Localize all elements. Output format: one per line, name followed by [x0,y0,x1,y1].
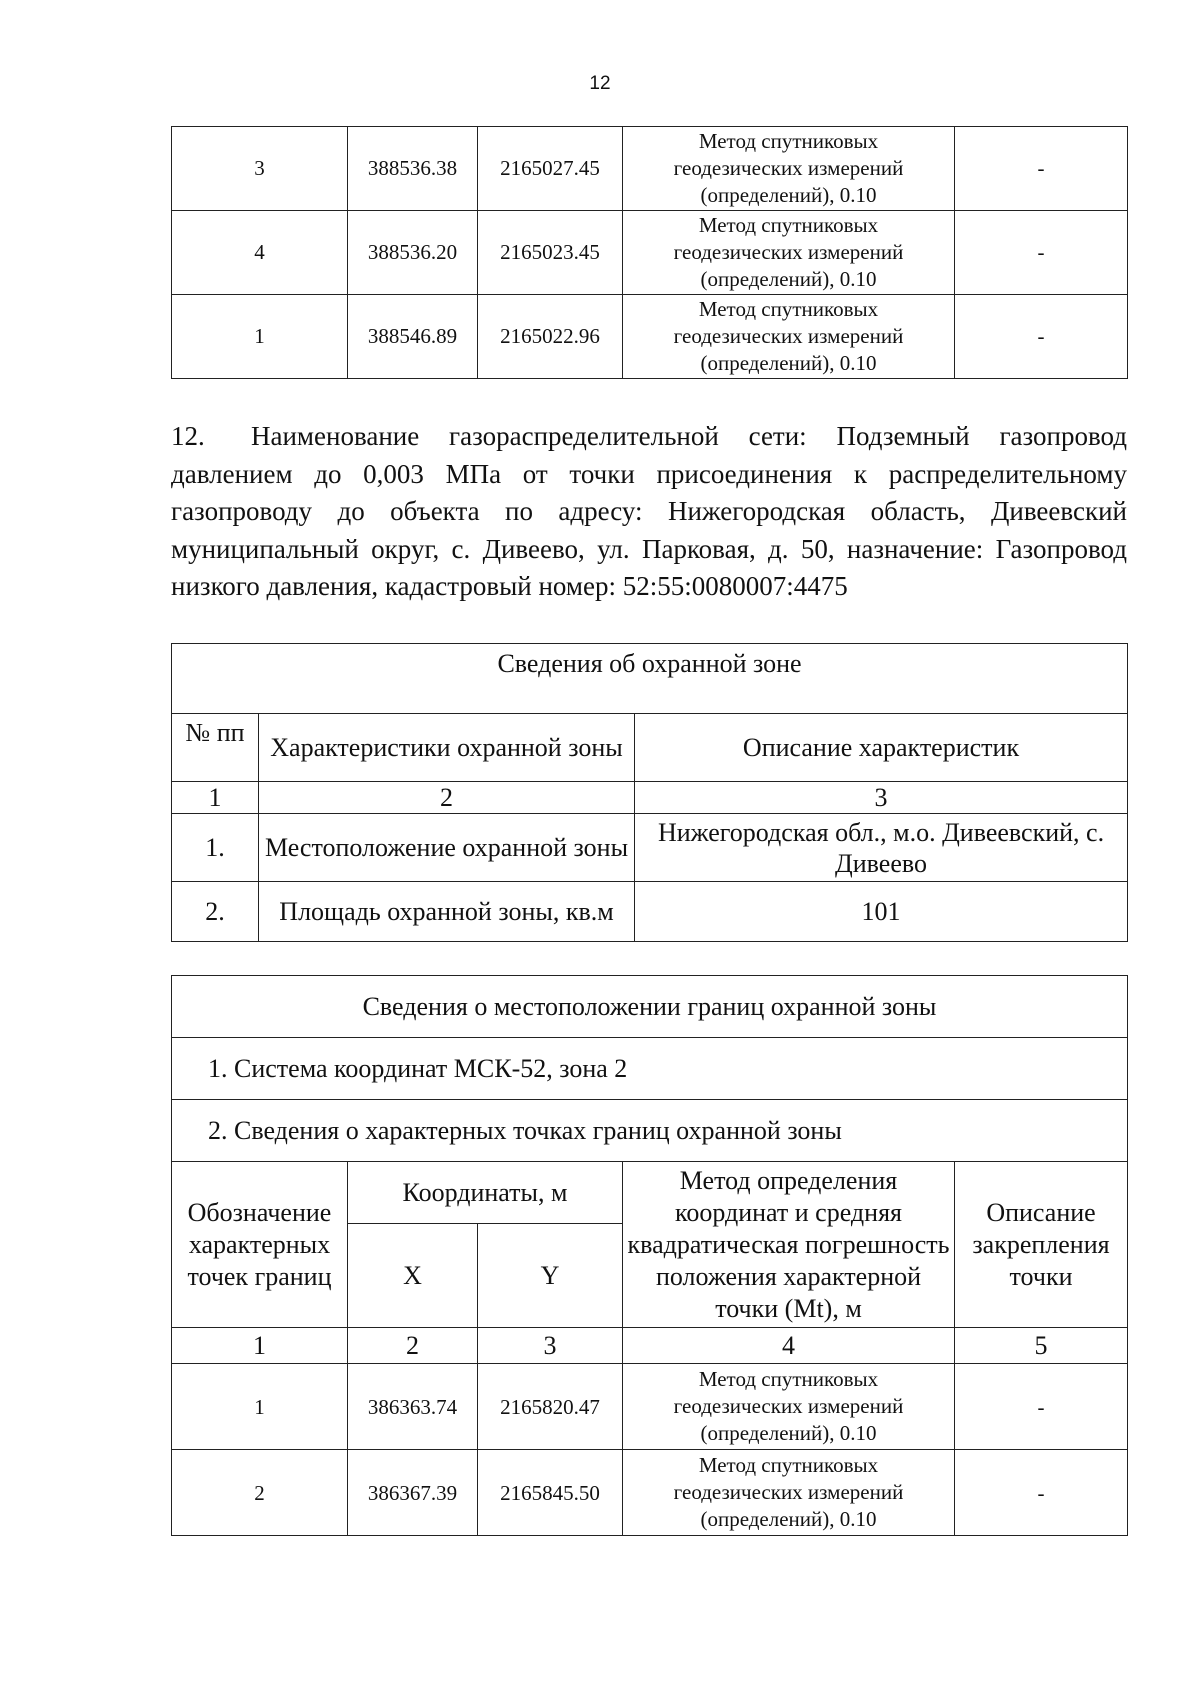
header-characteristic: Характеристики охранной зоны [259,714,635,782]
y-cell: 2165820.47 [478,1364,623,1450]
table-row [172,211,1128,295]
description-cell: Нижегородская обл., м.о. Дивеевский, с. Дивеево [635,814,1128,882]
zone-table-body [172,644,1128,942]
fixing-cell: - [955,295,1128,379]
x-cell: 386363.74 [348,1364,478,1450]
method-line: геодезических измерений [673,156,904,180]
numbering-cell: 3 [478,1328,623,1364]
y-cell: 2165027.45 [478,127,623,211]
point-cell: 3 [172,127,348,211]
bounds-table-body [172,976,1128,1536]
header-fixing: Описание закрепления точки [955,1162,1128,1328]
y-cell: 2165023.45 [478,211,623,295]
x-cell: 386367.39 [348,1450,478,1536]
row-number: 1. [172,814,259,882]
method-line: (определений), 0.10 [700,351,877,375]
protection-zone-info-table [171,643,1128,942]
x-cell: 388536.20 [348,211,478,295]
header-number: № пп [172,714,259,782]
x-cell: 388546.89 [348,295,478,379]
characteristic-cell: Местоположение охранной зоны [259,814,635,882]
header-x: X [348,1224,478,1328]
table-row [172,127,1128,211]
paragraph-text: Наименование газораспределительной сети: Подземный газопровод давлением до 0,003 МПа от точки присоединения к распределительному газопроводу до объекта по адресу: Нижегородская область, Дивеевский муниципальный округ, с. Дивеево, ул. Парковая, д. 50, назначение: Газопровод низкого давления, кадастровый номер: 52:55:0080007:4475 [171,421,1127,601]
points-title-cell: 2. Сведения о характерных точках границ охранной зоны [172,1100,1128,1162]
method-line: геодезических измерений [673,1480,904,1504]
method-cell [623,127,955,211]
method-line: геодезических измерений [673,1394,904,1418]
method-line: Метод спутниковых [698,129,879,153]
table-row [172,882,1128,942]
method-cell [623,295,955,379]
fixing-cell: - [955,211,1128,295]
page-number: 12 [589,73,611,94]
header-method: Метод определения координат и средняя квадратическая погрешность положения характерной точки (Mt), м [623,1162,955,1328]
fixing-cell: - [955,1364,1128,1450]
zone-table-title: Сведения об охранной зоне [172,644,1128,714]
table-numbering-row [172,782,1128,814]
point-cell: 4 [172,211,348,295]
numbering-cell: 3 [635,782,1128,814]
numbering-cell: 2 [348,1328,478,1364]
coordinate-system-cell: 1. Система координат МСК-52, зона 2 [172,1038,1128,1100]
y-cell: 2165022.96 [478,295,623,379]
table-row [172,814,1128,882]
method-cell [623,1450,955,1536]
method-line: геодезических измерений [673,324,904,348]
row-number: 2. [172,882,259,942]
method-line: (определений), 0.10 [700,1421,877,1445]
x-cell: 388536.38 [348,127,478,211]
method-line: Метод спутниковых [698,1453,879,1477]
method-line: Метод спутниковых [698,297,879,321]
point-cell: 1 [172,295,348,379]
point-cell: 2 [172,1450,348,1536]
header-description: Описание характеристик [635,714,1128,782]
header-y: Y [478,1224,623,1328]
header-coordinates: Координаты, м [348,1162,623,1224]
table-header-row [172,714,1128,782]
method-line: (определений), 0.10 [700,267,877,291]
points-title-row [172,1100,1128,1162]
numbering-cell: 2 [259,782,635,814]
table-row [172,295,1128,379]
table-title-row [172,644,1128,714]
fixing-cell: - [955,127,1128,211]
bounds-table-title: Сведения о местоположении границ охранной зоны [172,976,1128,1038]
table-numbering-row [172,1328,1128,1364]
characteristic-cell: Площадь охранной зоны, кв.м [259,882,635,942]
table-row [172,1364,1128,1450]
table-row [172,1450,1128,1536]
y-cell: 2165845.50 [478,1450,623,1536]
numbering-cell: 1 [172,782,259,814]
coordinates-table-body [172,127,1128,379]
fixing-cell: - [955,1450,1128,1536]
coordinate-system-row [172,1038,1128,1100]
paragraph-number: 12. [171,421,205,451]
numbering-cell: 1 [172,1328,348,1364]
point-cell: 1 [172,1364,348,1450]
zone-boundaries-table [171,975,1128,1536]
method-line: геодезических измерений [673,240,904,264]
method-line: Метод спутниковых [698,213,879,237]
network-description-paragraph [171,418,1127,606]
method-cell [623,1364,955,1450]
method-line: (определений), 0.10 [700,183,877,207]
table-title-row [172,976,1128,1038]
numbering-cell: 5 [955,1328,1128,1364]
coordinates-table-continued [171,126,1128,379]
method-line: (определений), 0.10 [700,1507,877,1531]
description-cell: 101 [635,882,1128,942]
header-designation: Обозначение характерных точек границ [172,1162,348,1328]
table-header-row [172,1162,1128,1224]
method-cell [623,211,955,295]
numbering-cell: 4 [623,1328,955,1364]
method-line: Метод спутниковых [698,1367,879,1391]
